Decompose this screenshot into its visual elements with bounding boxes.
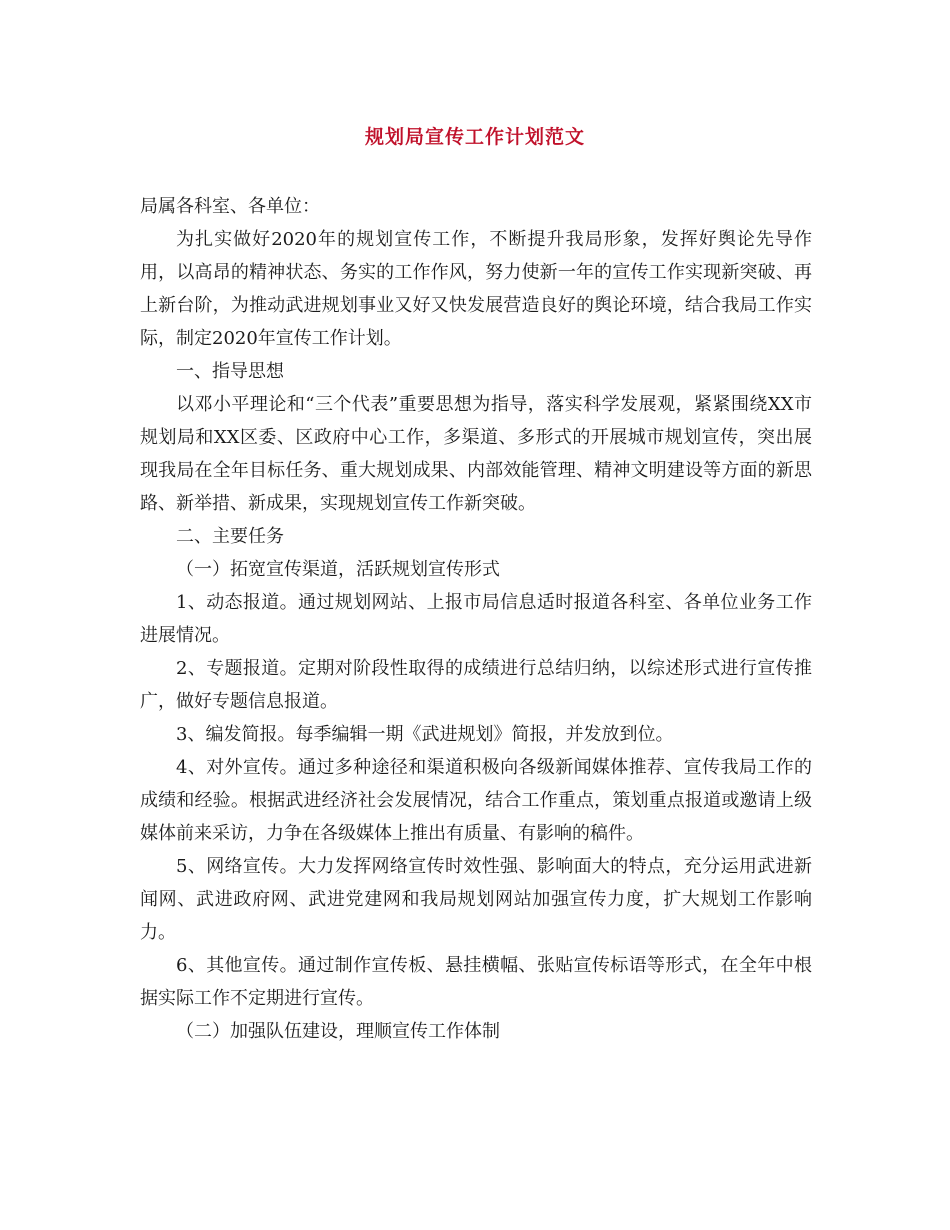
paragraph: 2、专题报道。定期对阶段性取得的成绩进行总结归纳，以综述形式进行宣传推广，做好专题信息报道。 (140, 658, 812, 712)
paragraph: 5、网络宣传。大力发挥网络宣传时效性强、影响面大的特点，充分运用武进新闻网、武进政府网、武进党建网和我局规划网站加强宣传力度，扩大规划工作影响力。 (140, 856, 812, 943)
paragraph: 6、其他宣传。通过制作宣传板、悬挂横幅、张贴宣传标语等形式，在全年中根据实际工作不定期进行宣传。 (140, 955, 812, 1009)
paragraph: 4、对外宣传。通过多种途径和渠道积极向各级新闻媒体推荐、宣传我局工作的成绩和经验。根据武进经济社会发展情况，结合工作重点，策划重点报道或邀请上级媒体前来采访，力争在各级媒体上推出有质量、有影响的稿件。 (140, 757, 812, 844)
paragraph: 二、主要任务 (176, 526, 284, 547)
paragraph: 一、指导思想 (176, 361, 284, 382)
paragraph: 以邓小平理论和“三个代表”重要思想为指导，落实科学发展观，紧紧围绕XX市规划局和XX区委、区政府中心工作，多渠道、多形式的开展城市规划宣传，突出展现我局在全年目标任务、重大规划成果、内部效能管理、精神文明建设等方面的新思路、新举措、新成果，实现规划宣传工作新突破。 (140, 394, 812, 514)
paragraph: （一）拓宽宣传渠道，活跃规划宣传形式 (176, 559, 500, 580)
paragraph: 1、动态报道。通过规划网站、上报市局信息适时报道各科室、各单位业务工作进展情况。 (140, 592, 812, 646)
paragraph: 局属各科室、各单位： (140, 196, 320, 217)
document-title: 规划局宣传工作计划范文 (364, 126, 585, 148)
paragraph: （二）加强队伍建设，理顺宣传工作体制 (176, 1021, 500, 1042)
document-body (140, 190, 812, 1048)
paragraph: 为扎实做好2020年的规划宣传工作，不断提升我局形象，发挥好舆论先导作用，以高昂的精神状态、务实的工作作风，努力使新一年的宣传工作实现新突破、再上新台阶，为推动武进规划事业又好又快发展营造良好的舆论环境，结合我局工作实际，制定2020年宣传工作计划。 (140, 229, 812, 349)
paragraph: 3、编发简报。每季编辑一期《武进规划》简报，并发放到位。 (176, 724, 674, 745)
